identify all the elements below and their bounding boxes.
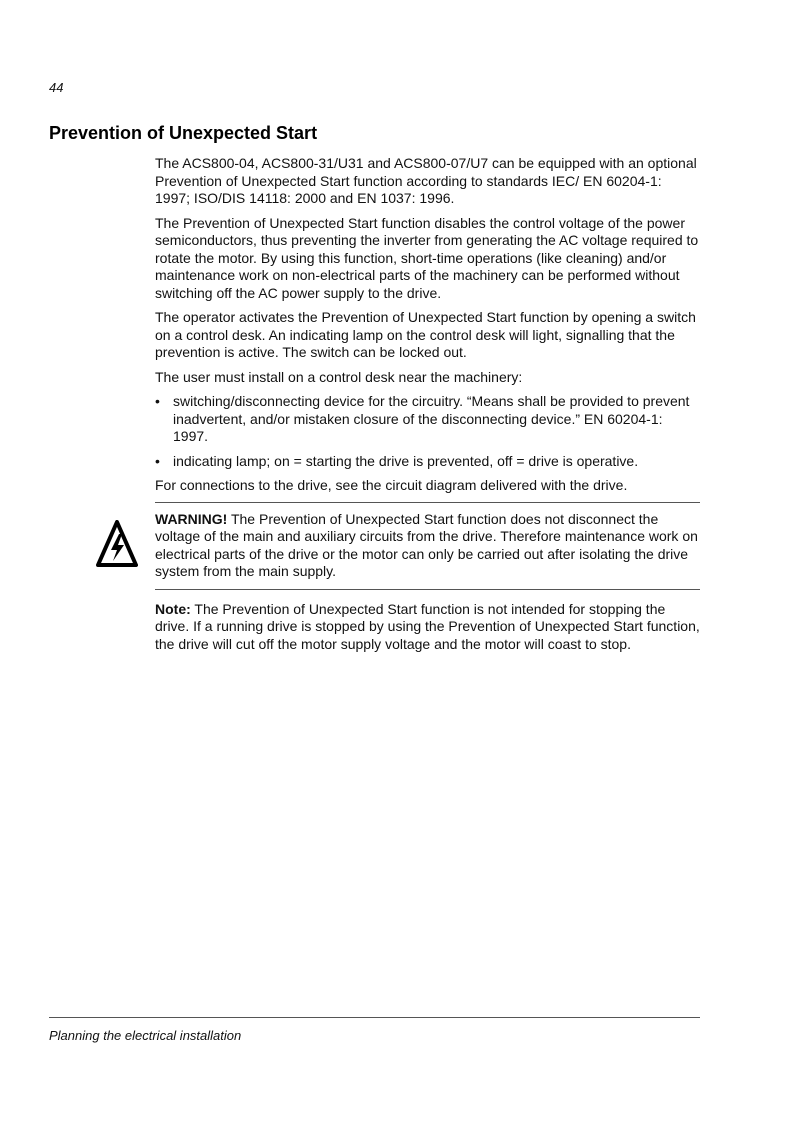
note-label: Note: xyxy=(155,600,191,617)
list-item-text: switching/disconnecting device for the circuitry. “Means shall be provided to prevent inadvertent, and/or mistaken closure of the disconnecting device.” EN 60204-1: 1997. xyxy=(173,393,690,444)
footer-chapter-title: Planning the electrical installation xyxy=(49,1028,242,1043)
warning-label: WARNING! xyxy=(155,510,228,527)
intro-paragraph: The ACS800-04, ACS800-31/U31 and ACS800-07/U7 can be equipped with an optional Prevention of Unexpected Start function according to standards IEC/ EN 60204-1: 1997; ISO/DIS 14118: 2000 and EN 1037: 1996. xyxy=(155,155,697,206)
warning-body: The Prevention of Unexpected Start function does not disconnect the voltage of the main and auxiliary circuits from the drive. Therefore maintenance work on electrical parts of the drive or the motor can only be carried out after isolating the drive system from the main supply. xyxy=(155,510,698,579)
bullet-glyph: • xyxy=(155,393,160,409)
list-item xyxy=(155,453,700,471)
bullet-glyph: • xyxy=(155,452,160,469)
footer-rule xyxy=(49,1017,700,1018)
list-item xyxy=(155,393,700,446)
user-install-paragraph: The user must install on a control desk near the machinery: xyxy=(155,368,523,385)
body-column xyxy=(155,155,700,660)
install-requirements-list xyxy=(155,393,700,470)
section-title: Prevention of Unexpected Start xyxy=(49,123,318,143)
connections-paragraph: For connections to the drive, see the circuit diagram delivered with the drive. xyxy=(155,477,628,493)
page-number: 44 xyxy=(49,80,64,95)
warning-bottom-rule xyxy=(155,589,700,590)
function-description-paragraph: The Prevention of Unexpected Start function disables the control voltage of the power semiconductors, thus preventing the inverter from generating the AC voltage required to rotate the motor. By using this function, short-time operations (like cleaning) and/or maintenance work on non-electrical parts of the machinery can be performed without switching off the AC power supply to the drive. xyxy=(155,214,699,301)
warning-text xyxy=(155,511,700,581)
note-block xyxy=(155,601,700,654)
note-body: The Prevention of Unexpected Start function is not intended for stopping the drive. If a running drive is stopped by using the Prevention of Unexpected Start function, the drive will cut off the motor supply voltage and the motor will coast to stop. xyxy=(155,600,700,652)
electrical-hazard-warning-icon xyxy=(96,520,138,568)
warning-block xyxy=(155,503,700,589)
list-item-text: indicating lamp; on = starting the drive is prevented, off = drive is operative. xyxy=(173,452,639,469)
operator-paragraph: The operator activates the Prevention of Unexpected Start function by opening a switch on a control desk. An indicating lamp on the control desk will light, signalling that the prevention is active. The switch can be locked out. xyxy=(155,309,696,360)
note-text xyxy=(155,601,700,654)
